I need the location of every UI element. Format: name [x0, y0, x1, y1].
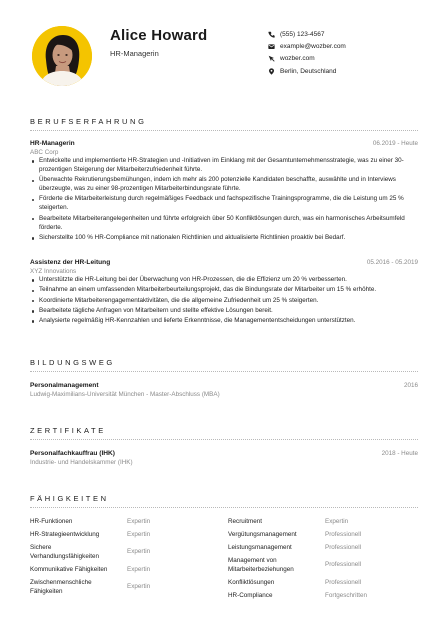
- phone-icon: [268, 31, 280, 38]
- skill-level: Professionell: [325, 531, 362, 538]
- skill-name: Kommunikative Fähigkeiten: [30, 566, 108, 573]
- bullet-item: Förderte die Mitarbeiterleistung durch regelmäßiges Feedback und fachspezifische Trainingsprogramme, die die Leistung um 25 % steigerten.: [30, 195, 418, 213]
- job-date: 05.2016 - 05.2019: [366, 259, 418, 266]
- skill-level: Professionell: [325, 544, 362, 551]
- contact-location-text: Berlin, Deutschland: [280, 67, 337, 75]
- candidate-role: HR-Managerin: [110, 49, 159, 58]
- skill-name: HR-Compliance: [228, 592, 273, 599]
- education-heading: BILDUNGSWEG: [30, 358, 115, 367]
- skill-level: Expertin: [127, 566, 151, 573]
- portrait-image: [32, 26, 92, 86]
- skill-name: HR-Funktionen: [30, 518, 73, 525]
- contact-website[interactable]: [268, 53, 346, 65]
- bullet-item: Entwickelte und implementierte HR-Strategien und -Initiativen im Einklang mit der Gesamtunternehmensstrategie, was zu einer 30-prozentigen Steigerung der Mitarbeiterzufriedenheit führte.: [30, 157, 418, 175]
- job-title: Assistenz der HR-Leitung: [30, 259, 111, 266]
- skill-name: Sichere Verhandlungsfähigkeiten: [30, 544, 99, 560]
- contact-website-text: wozber.com: [280, 55, 315, 63]
- candidate-name: Alice Howard: [110, 27, 208, 44]
- skill-name: HR-Strategieentwicklung: [30, 531, 100, 538]
- skill-level: Expertin: [127, 583, 151, 590]
- job-company: ABC Corp: [30, 148, 59, 156]
- education-date: 2016: [403, 382, 418, 389]
- section-divider: [30, 371, 418, 372]
- skill-name: Recruitment: [228, 518, 262, 525]
- certificate-title: Personalfachkauffrau (IHK): [30, 450, 116, 457]
- job-title: HR-Managerin: [30, 140, 75, 147]
- contact-email-text: example@wozber.com: [280, 42, 346, 50]
- job-company: XYZ Innovations: [30, 267, 77, 275]
- certificates-heading: ZERTIFIKATE: [30, 426, 106, 435]
- skill-name: Vergütungsmanagement: [228, 531, 297, 538]
- bullet-item: Bearbeitete Mitarbeiterangelegenheiten und führte erfolgreich über 50 Konfliktlösungen durch, was ein harmonisches Arbeitsumfeld förderte.: [30, 215, 418, 233]
- skills-heading: FÄHIGKEITEN: [30, 494, 109, 503]
- skill-level: Professionell: [325, 561, 362, 568]
- bullet-item: Unterstützte die HR-Leitung bei der Überwachung von HR-Prozessen, die die Effizienz um 20 % verbesserten.: [30, 276, 418, 285]
- experience-heading: BERUFSERFAHRUNG: [30, 117, 147, 126]
- skill-name: Zwischenmenschliche Fähigkeiten: [30, 579, 92, 595]
- certificate-date: 2018 - Heute: [381, 450, 418, 457]
- job-bullets: [30, 157, 418, 244]
- skill-name: Management von Mitarbeiterbeziehungen: [228, 557, 294, 573]
- location-pin-icon: [268, 68, 280, 75]
- bullet-item: Überwachte Rekrutierungsbemühungen, indem ich mehr als 200 potenzielle Kandidaten beschaffte, auswählte und in Interviews überzeugte, was zu einer 98-prozentigen Mitarbeiterbindungsrate führte.: [30, 176, 418, 194]
- section-divider: [30, 439, 418, 440]
- skill-level: Expertin: [127, 548, 151, 555]
- contact-list: [268, 28, 346, 77]
- bullet-item: Koordinierte Mitarbeiterengagementaktivitäten, die die allgemeine Zufriedenheit um 25 % steigerten.: [30, 297, 418, 306]
- link-icon: [268, 55, 280, 62]
- contact-phone[interactable]: [268, 28, 346, 40]
- mail-icon: [268, 43, 280, 50]
- skill-level: Expertin: [127, 531, 151, 538]
- skill-level: Expertin: [127, 518, 151, 525]
- job-bullets: [30, 276, 418, 327]
- skill-level: Expertin: [325, 518, 349, 525]
- certificate-issuer: Industrie- und Handelskammer (IHK): [30, 459, 133, 466]
- contact-email[interactable]: [268, 40, 346, 52]
- profile-photo: [32, 26, 92, 86]
- contact-location: [268, 65, 346, 77]
- skill-level: Professionell: [325, 579, 362, 586]
- bullet-item: Analysierte regelmäßig HR-Kennzahlen und lieferte Erkenntnisse, die Managemententscheidungen unterstützten.: [30, 317, 418, 326]
- bullet-item: Teilnahme an einem umfassenden Mitarbeiterbeurteilungsprojekt, das die Bindungsrate der Mitarbeiter um 15 % erhöhte.: [30, 286, 418, 295]
- skill-level: Fortgeschritten: [325, 592, 367, 599]
- contact-phone-text: (555) 123-4567: [280, 30, 325, 38]
- bullet-item: Sicherstellte 100 % HR-Compliance mit nationalen Richtlinien und aktualisierte Richtlinien proaktiv bei Bedarf.: [30, 234, 418, 243]
- skill-name: Konfliktlösungen: [228, 579, 275, 586]
- section-divider: [30, 130, 418, 131]
- education-institution: Ludwig-Maximilians-Universität München - Master-Abschluss (MBA): [30, 391, 220, 398]
- education-title: Personalmanagement: [30, 382, 99, 389]
- skill-name: Leistungsmanagement: [228, 544, 292, 551]
- bullet-item: Bearbeitete tägliche Anfragen von Mitarbeitern und stellte effektive Lösungen bereit.: [30, 307, 418, 316]
- job-date: 06.2019 - Heute: [372, 140, 418, 147]
- section-divider: [30, 507, 418, 508]
